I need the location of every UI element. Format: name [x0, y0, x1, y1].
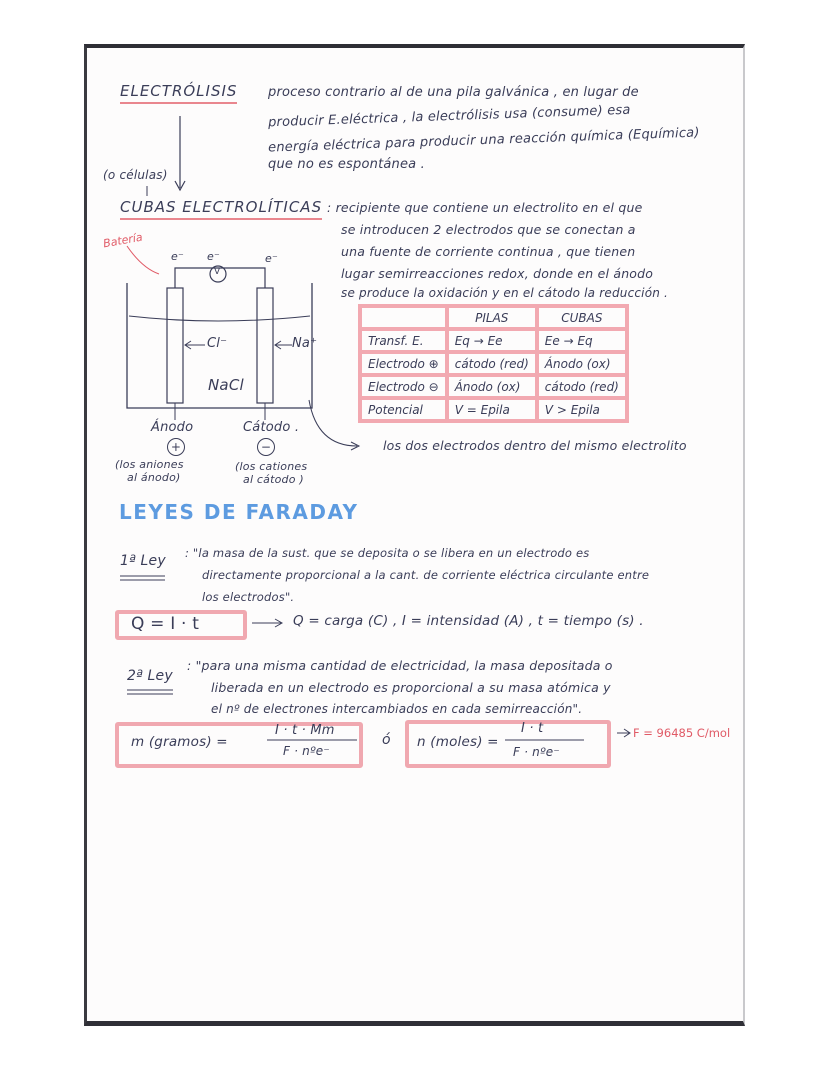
- cubas-def-line-2: se introducen 2 electrodos que se conectan a: [341, 222, 636, 237]
- formula-mass-left: m (gramos) =: [131, 734, 228, 750]
- ley1-label: 1ª Ley: [120, 553, 166, 569]
- ley2-line-2: liberada en un electrodo es proporcional a su masa atómica y: [211, 680, 611, 695]
- table-cell: [360, 306, 447, 329]
- electrolisis-def-line-1: proceso contrario al de una pila galvánica , en lugar de: [268, 85, 639, 100]
- catodo-note-2: al cátodo ): [243, 473, 304, 486]
- electrolisis-def-line-3: energía eléctrica para producir una reacción química (Equímica): [267, 125, 700, 156]
- ley2-line-1: : "para una misma cantidad de electricidad, la masa depositada o: [187, 658, 613, 673]
- electrolisis-def-line-4: que no es espontánea .: [268, 157, 425, 172]
- voltmeter-label: V: [214, 267, 221, 277]
- table-cell: Electrodo ⊕: [360, 352, 447, 375]
- table-cell: Ee → Eq: [537, 329, 627, 352]
- ley2-line-3: el nº de electrones intercambiados en cada semirreacción".: [211, 702, 583, 716]
- table-cell: Electrodo ⊖: [360, 375, 447, 398]
- table-cell: Transf. E.: [360, 329, 447, 352]
- table-row: [360, 375, 627, 398]
- electron-label-2: e⁻: [207, 250, 220, 263]
- formula-moles-denominator: F · nºe⁻: [513, 745, 560, 759]
- faraday-constant: F = 96485 C/mol: [633, 726, 731, 740]
- table-cell: Eq → Ee: [447, 329, 537, 352]
- table-row: [360, 398, 627, 421]
- formula-mass-numerator: I · t · Mm: [275, 723, 335, 738]
- catodo-note-1: (los cationes: [235, 460, 308, 473]
- o-celulas-note: (o células): [103, 168, 168, 182]
- electrolisis-def-line-2: producir E.eléctrica , la electrólisis usa (consume) esa: [267, 102, 631, 131]
- table-cell: V > Epila: [537, 398, 627, 421]
- cubas-def-line-4: lugar semirreacciones redox, donde en el ánodo: [341, 266, 654, 281]
- table-cell: cátodo (red): [447, 352, 537, 375]
- table-header-cubas: CUBAS: [537, 306, 627, 329]
- cubas-def-line-1: : recipiente que contiene un electrolito en el que: [327, 200, 643, 215]
- table-cell: cátodo (red): [537, 375, 627, 398]
- formula-q: Q = I · t: [131, 614, 200, 634]
- cubas-def-line-5: se produce la oxidación y en el cátodo la reducción .: [341, 286, 669, 300]
- notebook-page: [84, 44, 745, 1026]
- formula-q-description: Q = carga (C) , I = intensidad (A) , t = tiempo (s) .: [293, 613, 644, 629]
- ley2-label: 2ª Ley: [127, 668, 173, 684]
- faraday-heading: LEYES DE FARADAY: [119, 500, 359, 524]
- table-cell: Potencial: [360, 398, 447, 421]
- formula-moles-numerator: I · t: [521, 721, 544, 736]
- electrolysis-cell-drawing: [87, 48, 745, 1026]
- formula-moles-left: n (moles) =: [417, 734, 499, 750]
- table-cell: Ánodo (ox): [537, 352, 627, 375]
- anodo-note-1: (los aniones: [115, 458, 184, 471]
- electrodos-note: los dos electrodos dentro del mismo electrolito: [383, 438, 687, 453]
- o-word: ó: [382, 732, 391, 748]
- table-row: [360, 329, 627, 352]
- anodo-label: Ánodo: [151, 420, 194, 435]
- anodo-note-2: al ánodo): [127, 471, 181, 484]
- pilas-cubas-table: [358, 304, 629, 423]
- table-header-pilas: PILAS: [447, 306, 537, 329]
- bateria-label: Batería: [102, 230, 144, 251]
- ley1-line-3: los electrodos".: [202, 590, 295, 604]
- ley1-line-1: : "la masa de la sust. que se deposita o se libera en un electrodo es: [185, 546, 590, 560]
- electron-label-1: e⁻: [171, 250, 184, 263]
- catodo-sign: −: [257, 438, 275, 456]
- table-cell: Ánodo (ox): [447, 375, 537, 398]
- cubas-heading: CUBAS ELECTROLÍTICAS: [120, 198, 322, 220]
- table-header-row: [360, 306, 627, 329]
- table-cell: V = Epila: [447, 398, 537, 421]
- ley1-line-2: directamente proporcional a la cant. de corriente eléctrica circulante entre: [202, 568, 650, 582]
- nacl-label: NaCl: [208, 376, 244, 394]
- formula-mass-denominator: F · nºe⁻: [283, 744, 330, 758]
- sodium-ion-label: Na⁺: [292, 336, 318, 351]
- electrolisis-heading: ELECTRÓLISIS: [120, 82, 237, 104]
- anodo-sign: +: [167, 438, 185, 456]
- cubas-def-line-3: una fuente de corriente continua , que tienen: [341, 244, 636, 259]
- chloride-ion-label: Cl⁻: [207, 336, 228, 351]
- catodo-label: Cátodo .: [243, 420, 300, 435]
- electron-label-3: e⁻: [265, 252, 278, 265]
- table-row: [360, 352, 627, 375]
